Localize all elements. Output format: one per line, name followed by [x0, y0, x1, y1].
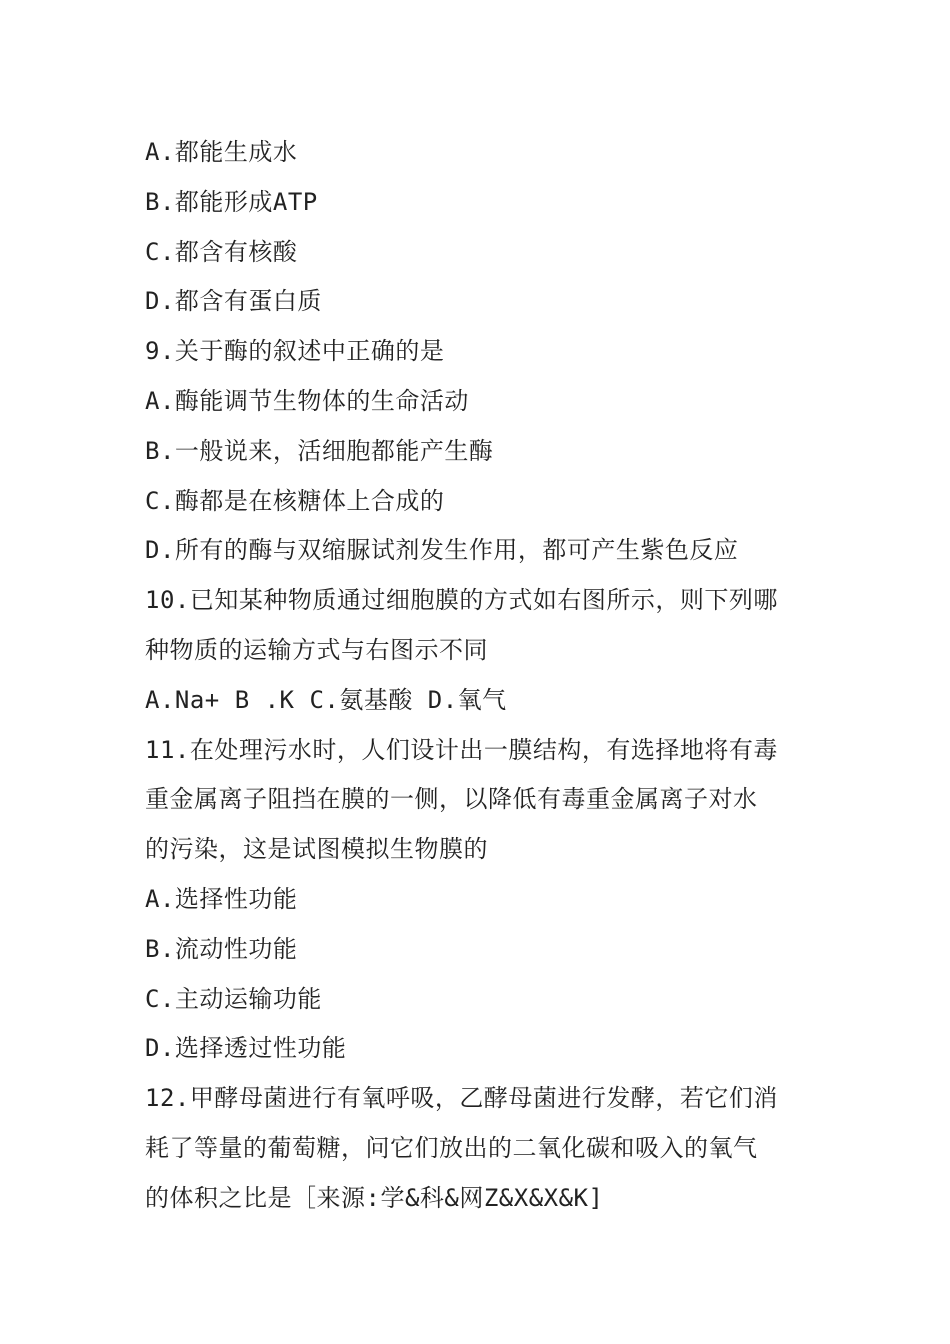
- option-line: A.选择性功能: [145, 884, 298, 913]
- option-line: C.都含有核酸: [145, 237, 298, 266]
- option-line: B.一般说来，活细胞都能产生酶: [145, 436, 494, 465]
- question-line: 重金属离子阻挡在膜的一侧，以降低有毒重金属离子对水: [145, 785, 758, 814]
- document-page: [145, 128, 813, 1224]
- option-line: A.酶能调节生物体的生命活动: [145, 386, 469, 415]
- question-line: 12.甲酵母菌进行有氧呼吸，乙酵母菌进行发酵，若它们消: [145, 1084, 778, 1113]
- option-line: B.流动性功能: [145, 934, 298, 963]
- option-line: C.酶都是在核糖体上合成的: [145, 486, 445, 515]
- question-line: 的污染，这是试图模拟生物膜的: [145, 835, 488, 864]
- option-line: A.Na+ B .K C.氨基酸 D.氧气: [145, 685, 507, 714]
- question-line: 11.在处理污水时，人们设计出一膜结构，有选择地将有毒: [145, 735, 778, 764]
- question-line: 耗了等量的葡萄糖，问它们放出的二氧化碳和吸入的氧气: [145, 1133, 758, 1162]
- question-line: 10.已知某种物质通过细胞膜的方式如右图所示，则下列哪: [145, 586, 778, 615]
- question-line: 种物质的运输方式与右图示不同: [145, 635, 488, 664]
- option-line: C.主动运输功能: [145, 984, 322, 1013]
- option-line: B.都能形成ATP: [145, 187, 318, 216]
- question-line: 9.关于酶的叙述中正确的是: [145, 337, 445, 366]
- question-line: 的体积之比是［来源:学&科&网Z&X&X&K]: [145, 1183, 604, 1212]
- option-line: D.所有的酶与双缩脲试剂发生作用，都可产生紫色反应: [145, 536, 739, 565]
- option-line: D.都含有蛋白质: [145, 287, 322, 316]
- option-line: A.都能生成水: [145, 138, 298, 166]
- option-line: D.选择透过性功能: [145, 1034, 347, 1063]
